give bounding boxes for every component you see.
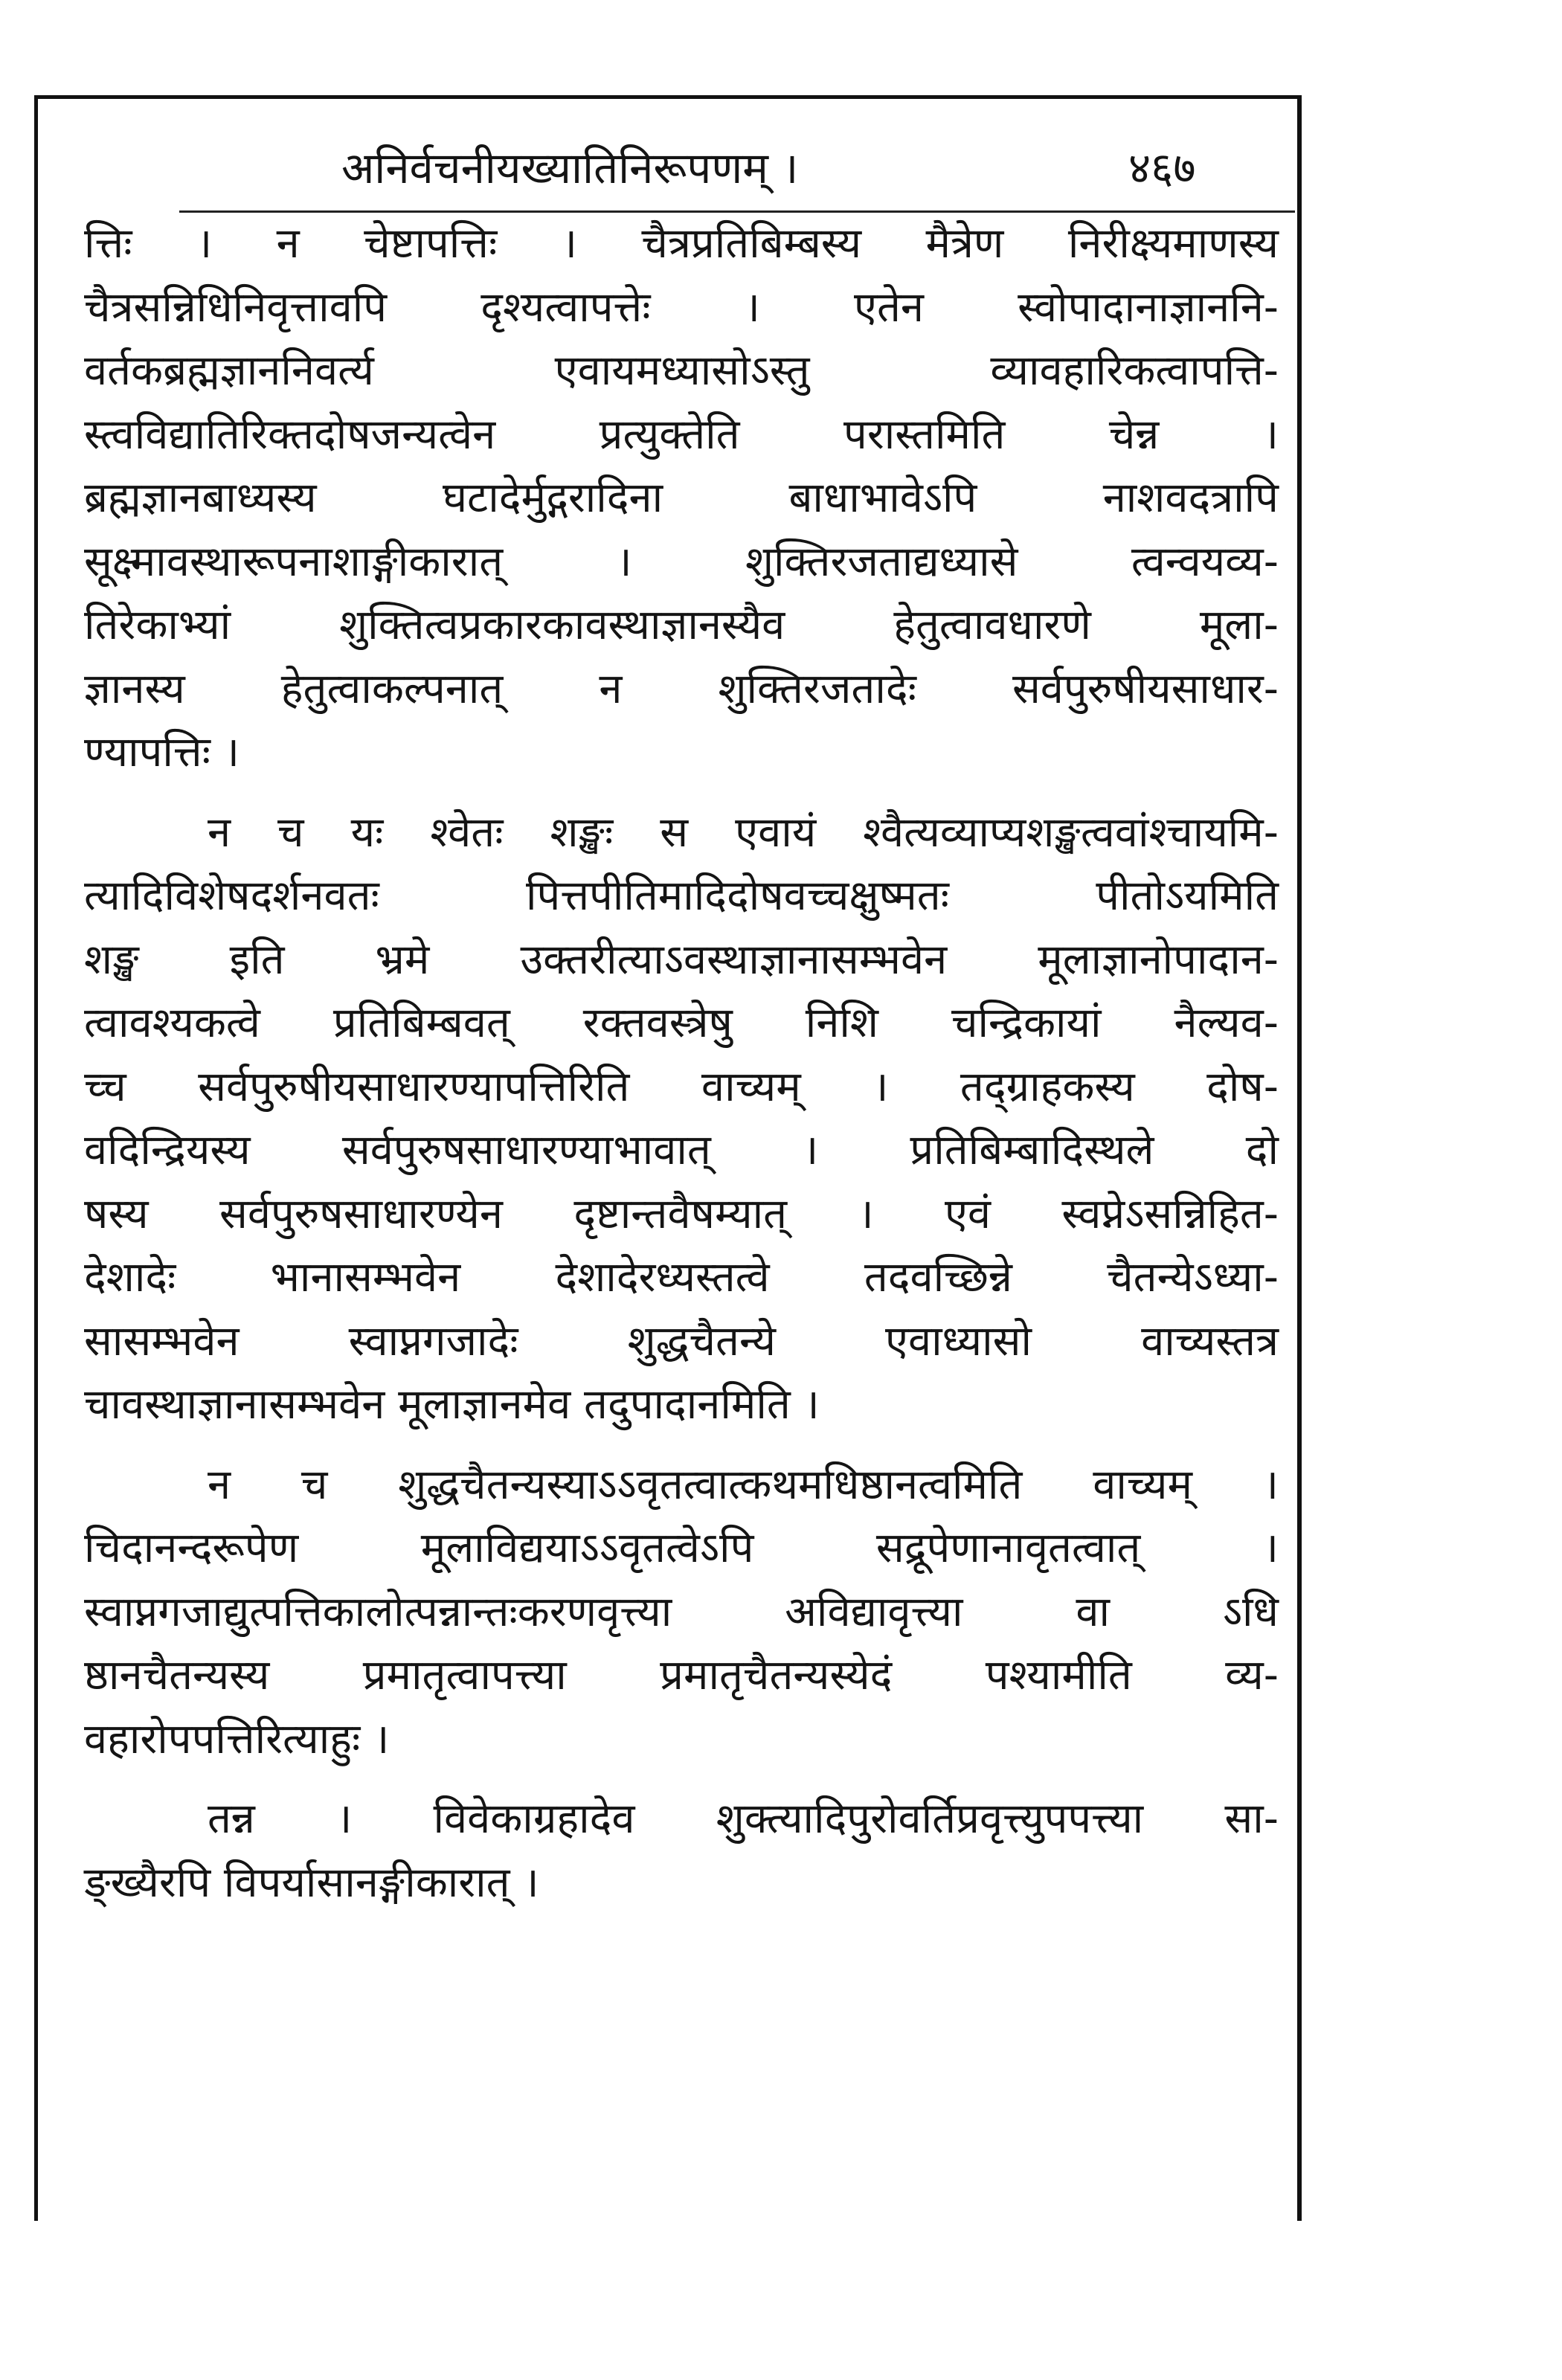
text-line: देशादेः भानासम्भवेन देशादेरध्यस्तत्वे तदवच्छिन्ने चैतन्येऽध्या- <box>84 1253 1279 1302</box>
text-line: त्यादिविशेषदर्शनवतः पित्तपीतिमादिदोषवच्चक्षुष्मतः पीतोऽयमिति <box>84 872 1279 920</box>
text-line: चिदानन्दरूपेण मूलाविद्ययाऽऽवृतत्वेऽपि सद्रूपेणानावृतत्वात् । <box>84 1524 1279 1572</box>
text-line: न च शुद्धचैतन्यस्याऽऽवृतत्वात्कथमधिष्ठानत्वमिति वाच्यम् । <box>208 1460 1279 1509</box>
text-line: सासम्भवेन स्वाप्नगजादेः शुद्धचैतन्ये एवाध्यासो वाच्यस्तत्र <box>84 1316 1279 1366</box>
text-line: च्च सर्वपुरुषीयसाधारण्यापत्तिरिति वाच्यम् । तद्ग्राहकस्य दोष- <box>84 1062 1279 1111</box>
paragraph <box>84 212 1279 785</box>
text-line: तन्न । विवेकाग्रहादेव शुक्त्यादिपुरोवर्तिप्रवृत्त्युपपत्त्या सा- <box>208 1795 1279 1843</box>
paragraph <box>84 1453 1279 1772</box>
running-head <box>38 135 1297 202</box>
text-line: शङ्ख इति भ्रमे उक्तरीत्याऽवस्थाज्ञानासम्भवेन मूलाज्ञानोपादान- <box>84 935 1279 984</box>
text-line: षस्य सर्वपुरुषसाधारण्येन दृष्टान्तवैषम्यात् । एवं स्वप्नेऽसन्निहित- <box>84 1189 1279 1238</box>
page-number: ४६७ <box>1128 143 1196 193</box>
text-line: त्तिः । न चेष्टापत्तिः । चैत्रप्रतिबिम्बस्य मैत्रेण निरीक्ष्यमाणस्य <box>84 219 1279 268</box>
text-line: ज्ञानस्य हेतुत्वाकल्पनात् न शुक्तिरजतादेः सर्वपुरुषीयसाधार- <box>84 664 1279 713</box>
text-line: न च यः श्वेतः शङ्खः स एवायं श्वैत्यव्याप्यशङ्खत्ववांश्चायमि- <box>208 808 1279 857</box>
text-line: स्त्वविद्यातिरिक्तदोषजन्यत्वेन प्रत्युक्तेति परास्तमिति चेन्न । <box>84 410 1279 459</box>
text-line: वहारोपपत्तिरित्याहुः । <box>84 1714 390 1763</box>
body-text <box>84 212 1279 1914</box>
paragraph <box>84 801 1279 1437</box>
text-line: त्वावश्यकत्वे प्रतिबिम्बवत् रक्तवस्त्रेषु निशि चन्द्रिकायां नैल्यव- <box>84 999 1279 1047</box>
text-line: ण्यापत्तिः । <box>84 728 240 776</box>
text-line: स्वाप्नगजाद्युत्पत्तिकालोत्पन्नान्तःकरणवृत्त्या अविद्यावृत्त्या वा ऽधि <box>84 1587 1279 1636</box>
paragraph <box>84 1787 1279 1914</box>
text-line: सूक्ष्मावस्थारूपनाशाङ्गीकारात् । शुक्तिरजताद्यध्यासे त्वन्वयव्य- <box>84 537 1279 586</box>
text-line: चावस्थाज्ञानासम्भवेन मूलाज्ञानमेव तदुपादानमिति । <box>84 1380 820 1429</box>
text-line: चैत्रसन्निधिनिवृत्तावपि दृश्यत्वापत्तेः । एतेन स्वोपादानाज्ञाननि- <box>84 283 1279 332</box>
text-line: ङ्ख्यैरपि विपर्यासानङ्गीकारात् । <box>84 1858 539 1907</box>
text-line: वदिन्द्रियस्य सर्वपुरुषसाधारण्याभावात् । प्रतिबिम्बादिस्थले दो <box>84 1126 1279 1174</box>
page-frame <box>34 95 1302 2221</box>
text-line: तिरेकाभ्यां शुक्तित्वप्रकारकावस्थाज्ञानस्यैव हेतुत्वावधारणे मूला- <box>84 601 1279 649</box>
running-title: अनिर्वचनीयख्यातिनिरूपणम् । <box>341 143 799 193</box>
text-line: ब्रह्मज्ञानबाध्यस्य घटादेर्मुद्गरादिना बाधाभावेऽपि नाशवदत्रापि <box>84 474 1279 522</box>
text-line: ष्ठानचैतन्यस्य प्रमातृत्वापत्त्या प्रमातृचैतन्यस्येदं पश्यामीति व्य- <box>84 1651 1279 1699</box>
text-line: वर्तकब्रह्मज्ञाननिवर्त्य एवायमध्यासोऽस्तु व्यावहारिकत्वापत्ति- <box>84 347 1279 395</box>
